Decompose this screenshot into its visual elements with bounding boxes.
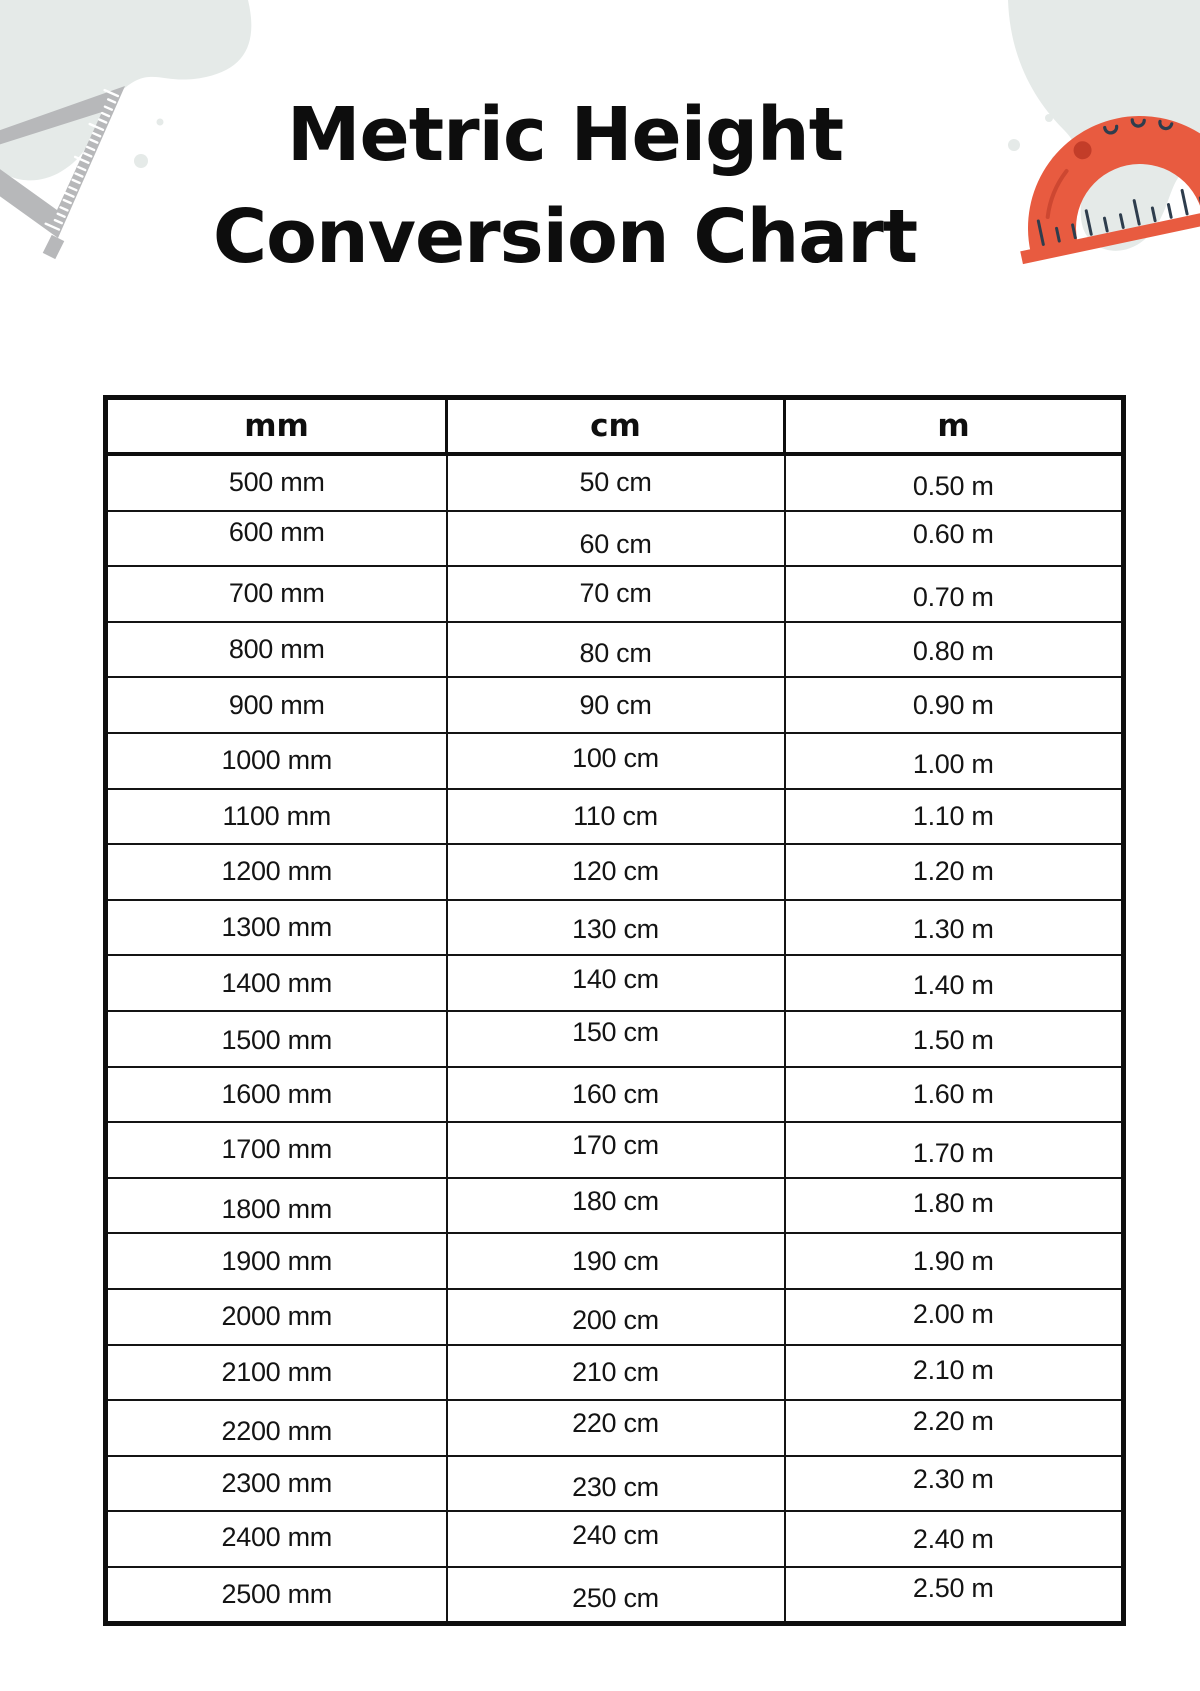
m-value: 1.60 m — [912, 1078, 994, 1109]
m-value: 1.20 m — [912, 856, 994, 887]
m-value: 2.50 m — [912, 1573, 994, 1604]
table-row — [106, 955, 1124, 1011]
m-value: 1.00 m — [912, 749, 994, 780]
cm-value: 200 cm — [572, 1305, 659, 1336]
cm-value: 130 cm — [572, 914, 659, 945]
cm-value: 180 cm — [572, 1186, 659, 1217]
m-value: 2.20 m — [912, 1406, 994, 1437]
mm-value: 1100 mm — [222, 800, 331, 831]
cm-value: 170 cm — [572, 1130, 659, 1161]
m-value: 1.50 m — [912, 1025, 994, 1056]
cm-value: 100 cm — [572, 743, 659, 774]
cm-value: 210 cm — [572, 1356, 659, 1387]
cm-value: 140 cm — [572, 963, 659, 994]
table-row — [106, 677, 1124, 733]
mm-value: 700 mm — [228, 578, 325, 609]
mm-value: 1400 mm — [221, 967, 332, 998]
table-row — [106, 1289, 1124, 1345]
m-value: 2.00 m — [912, 1299, 994, 1330]
mm-value: 1000 mm — [221, 745, 332, 776]
cm-value: 220 cm — [572, 1408, 659, 1439]
m-value: 0.80 m — [912, 636, 994, 667]
table-row — [106, 1122, 1124, 1178]
table-row — [106, 1067, 1124, 1123]
m-value: 1.70 m — [912, 1138, 994, 1169]
mm-value: 1900 mm — [221, 1245, 332, 1276]
mm-value: 1600 mm — [221, 1078, 332, 1109]
table-row — [106, 789, 1124, 845]
conversion-table — [103, 395, 1126, 1626]
mm-value: 2500 mm — [221, 1579, 332, 1610]
table-row — [106, 900, 1124, 956]
page-title-line2: Conversion Chart — [212, 194, 918, 280]
table-row — [106, 1178, 1124, 1234]
mm-value: 1500 mm — [221, 1025, 332, 1056]
mm-value: 500 mm — [228, 467, 325, 498]
cm-value: 150 cm — [572, 1017, 659, 1048]
column-header-cm: cm — [447, 398, 785, 455]
mm-value: 900 mm — [228, 689, 325, 720]
column-header-m: m — [785, 398, 1124, 455]
table-row — [106, 622, 1124, 678]
table-row — [106, 1233, 1124, 1289]
m-value: 2.40 m — [912, 1523, 994, 1554]
table-row — [106, 1345, 1124, 1401]
mm-value: 1200 mm — [221, 856, 332, 887]
table-row — [106, 1011, 1124, 1067]
m-value: 1.80 m — [912, 1188, 994, 1219]
m-value: 0.70 m — [912, 582, 994, 613]
mm-value: 2100 mm — [221, 1356, 332, 1387]
table-row — [106, 511, 1124, 567]
table-row — [106, 1567, 1124, 1624]
cm-value: 230 cm — [572, 1471, 659, 1502]
m-value: 0.60 m — [912, 518, 994, 549]
cm-value: 70 cm — [579, 578, 652, 609]
m-value: 2.10 m — [912, 1354, 994, 1385]
m-value: 1.40 m — [912, 969, 994, 1000]
cm-value: 50 cm — [579, 467, 652, 498]
header-row — [106, 398, 1124, 455]
table-row — [106, 1456, 1124, 1512]
mm-value: 2000 mm — [221, 1301, 332, 1332]
table-row — [106, 566, 1124, 622]
cm-value: 240 cm — [572, 1519, 659, 1550]
mm-value: 800 mm — [228, 634, 325, 665]
cm-value: 190 cm — [572, 1245, 659, 1276]
mm-value: 2300 mm — [221, 1467, 332, 1498]
column-header-mm: mm — [106, 398, 447, 455]
cm-value: 250 cm — [572, 1583, 659, 1614]
m-value: 1.10 m — [912, 800, 994, 831]
cm-value: 90 cm — [579, 689, 652, 720]
mm-value: 2400 mm — [221, 1521, 332, 1552]
mm-value: 2200 mm — [221, 1416, 332, 1447]
m-value: 2.30 m — [912, 1463, 994, 1494]
table-row — [106, 733, 1124, 789]
cm-value: 80 cm — [579, 638, 652, 669]
table-row — [106, 1511, 1124, 1567]
mm-value: 600 mm — [228, 516, 325, 547]
cm-value: 160 cm — [572, 1078, 659, 1109]
m-value: 0.50 m — [912, 471, 994, 502]
mm-value: 1800 mm — [221, 1194, 332, 1225]
mm-value: 1300 mm — [221, 912, 332, 943]
page-title — [0, 84, 1165, 288]
cm-value: 110 cm — [573, 800, 658, 831]
m-value: 1.30 m — [912, 914, 994, 945]
page-title-line1: Metric Height — [286, 92, 844, 178]
mm-value: 1700 mm — [221, 1134, 332, 1165]
m-value: 1.90 m — [912, 1245, 994, 1276]
cm-value: 120 cm — [572, 856, 659, 887]
table-row — [106, 844, 1124, 900]
table-row — [106, 454, 1124, 511]
cm-value: 60 cm — [579, 528, 652, 559]
m-value: 0.90 m — [912, 689, 994, 720]
table-row — [106, 1400, 1124, 1456]
